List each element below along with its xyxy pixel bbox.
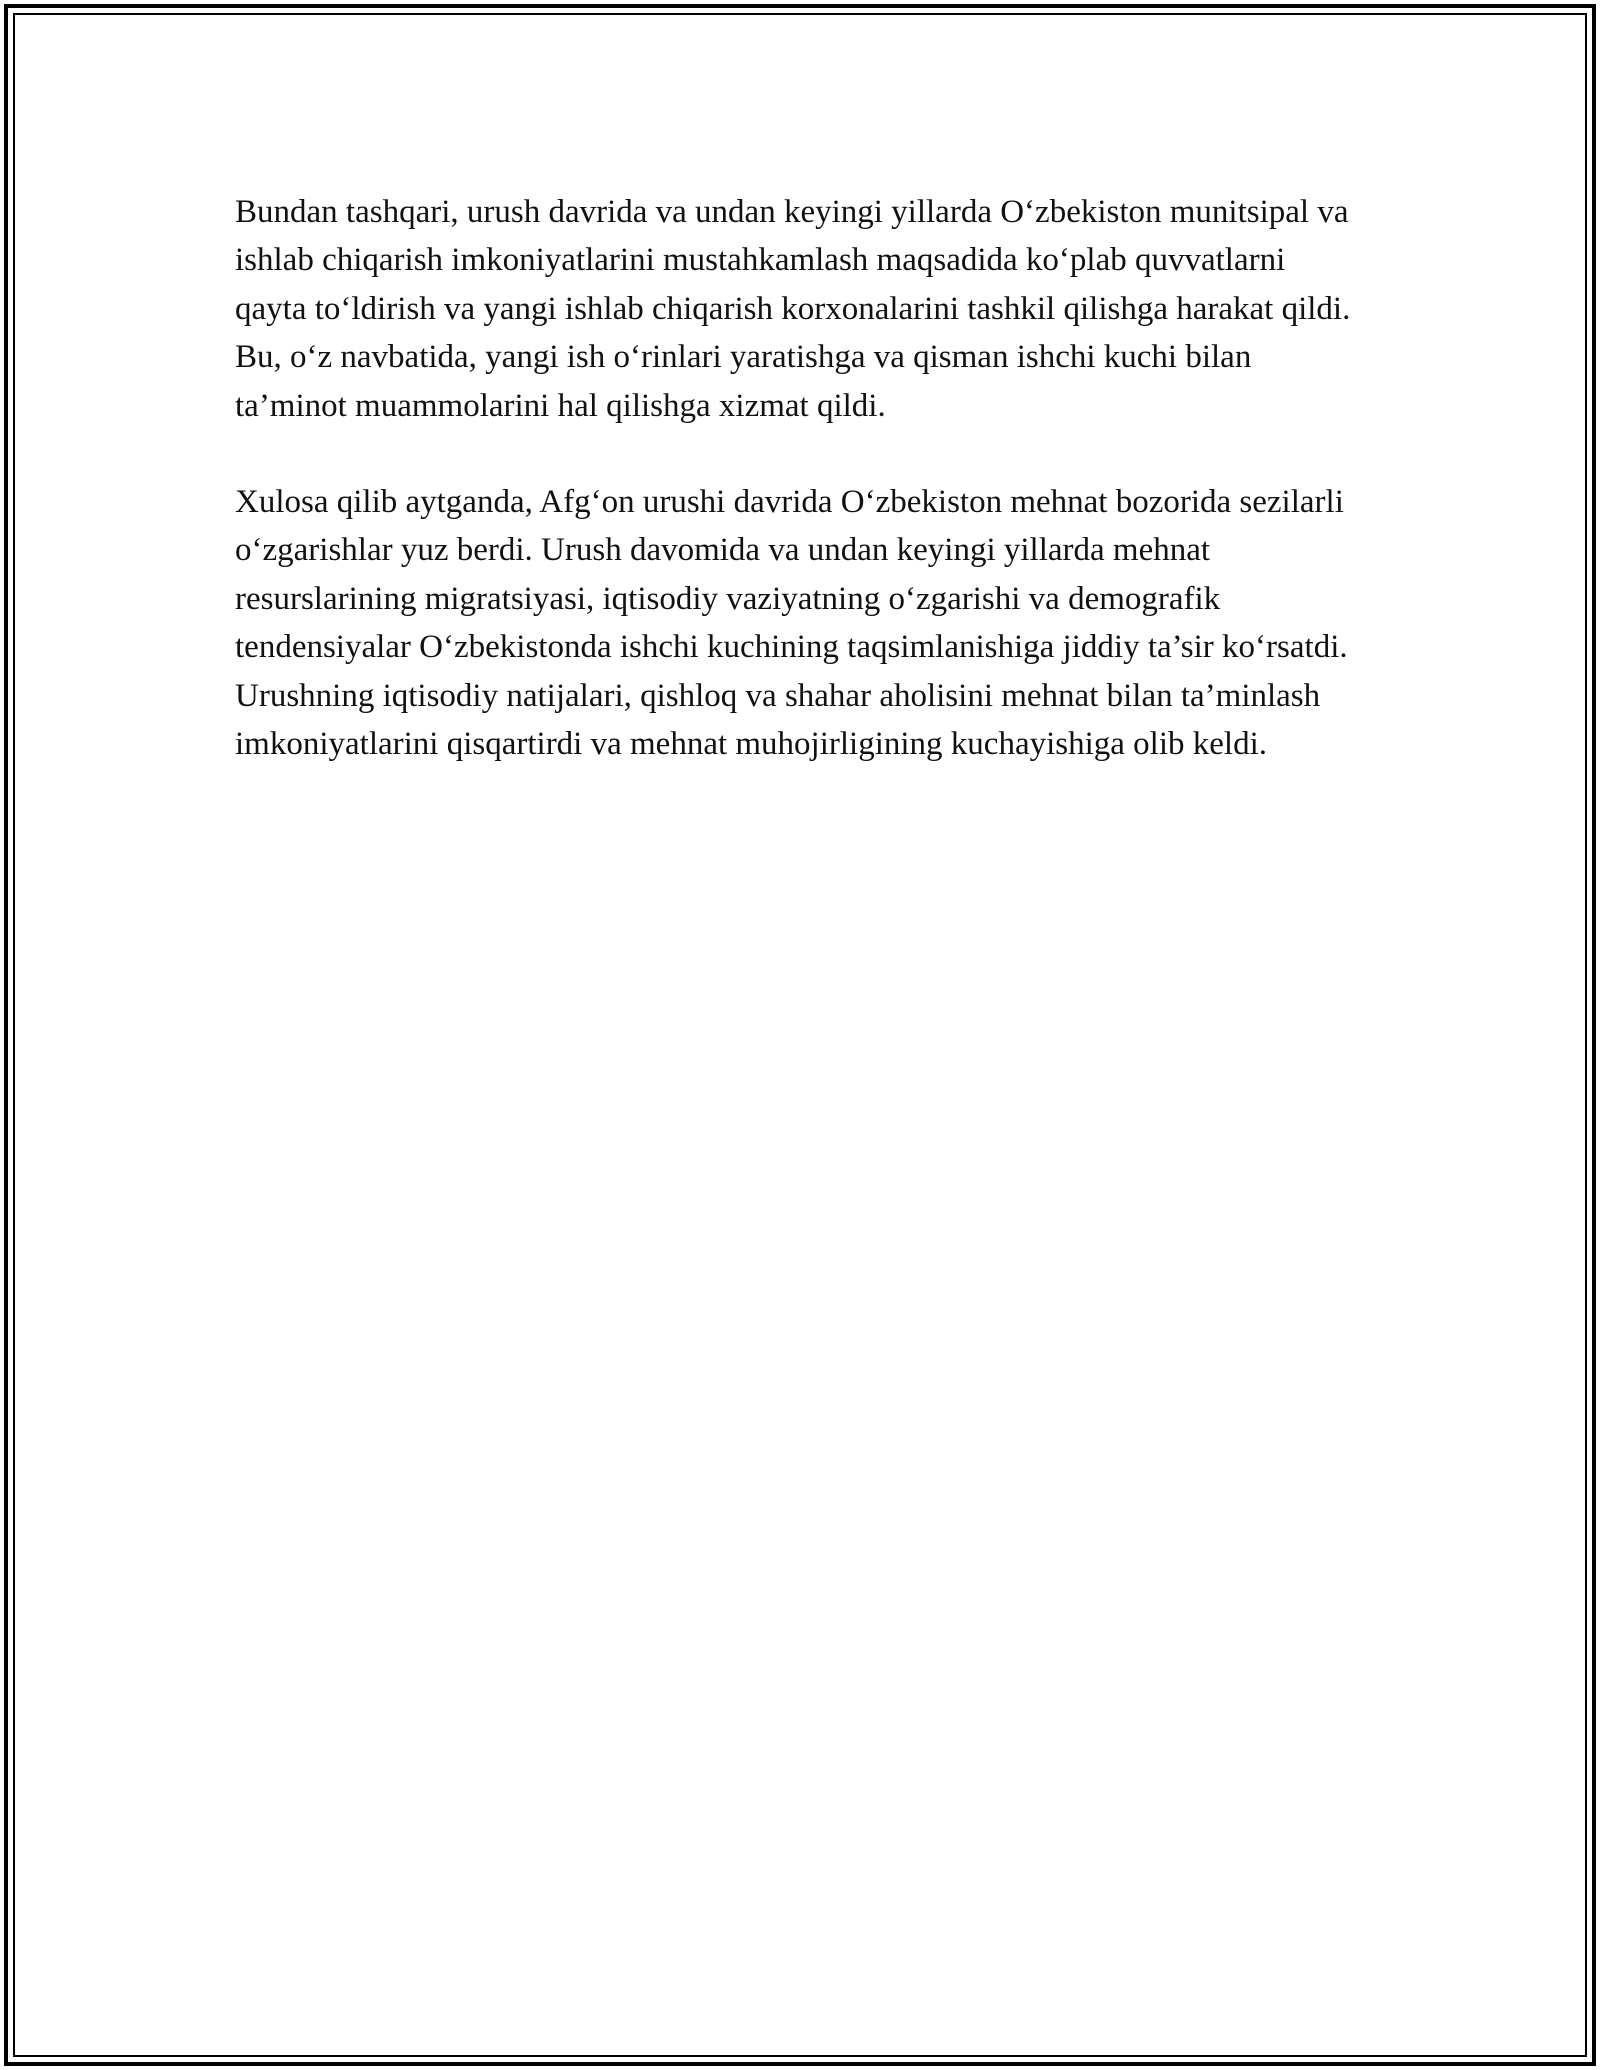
document-body (235, 188, 1360, 768)
paragraph-2: Xulosa qilib aytganda, Afg‘on urushi davrida O‘zbekiston mehnat bozorida sezilarli o‘zgarishlar yuz berdi. Urush davomida va undan keyingi yillarda mehnat resurslarining migratsiyasi, iqtisodiy vaziyatning o‘zgarishi va demografik tendensiyalar O‘zbekistonda ishchi kuchining taqsimlanishiga jiddiy ta’sir ko‘rsatdi. Urushning iqtisodiy natijalari, qishloq va shahar aholisini mehnat bilan ta’minlash imkoniyatlarini qisqartirdi va mehnat muhojirligining kuchayishiga olib keldi. (235, 484, 1348, 763)
paragraph-1: Bundan tashqari, urush davrida va undan keyingi yillarda O‘zbekiston munitsipal va ishlab chiqarish imkoniyatlarini mustahkamlash maqsadida ko‘plab quvvatlarni qayta to‘ldirish va yangi ishlab chiqarish korxonalarini tashkil qilishga harakat qildi. Bu, o‘z navbatida, yangi ish o‘rinlari yaratishga va qisman ishchi kuchi bilan ta’minot muammolarini hal qilishga xizmat qildi. (235, 194, 1351, 424)
